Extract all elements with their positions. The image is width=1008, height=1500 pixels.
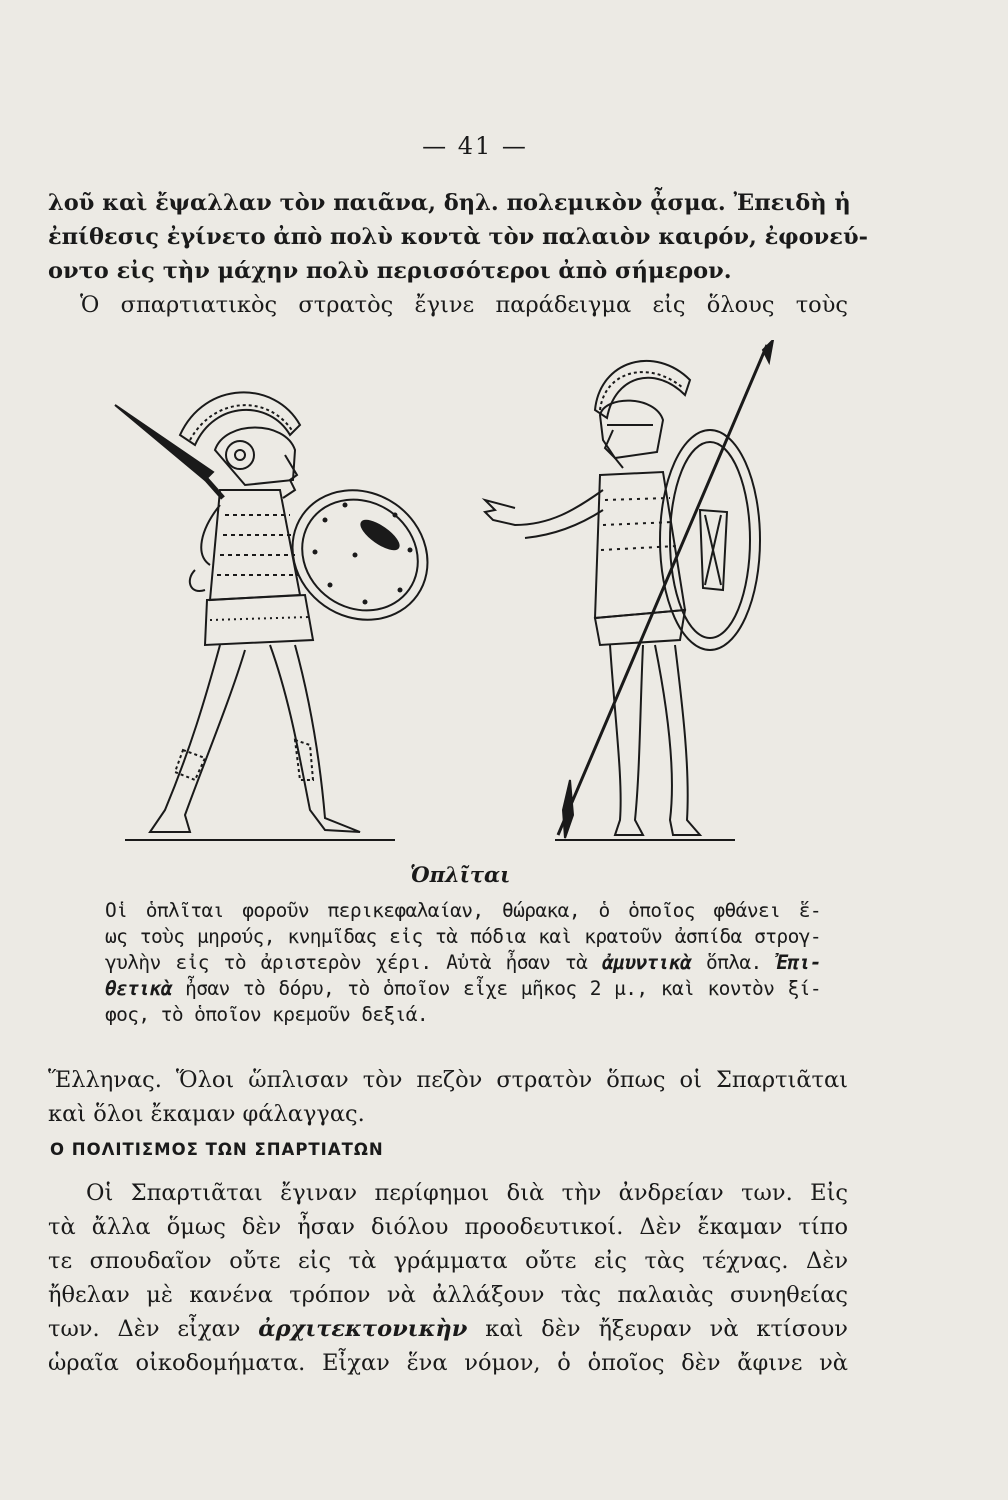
- caption-line-3-a: γυλὴν εἰς τὸ ἀριστερὸν χέρι. Αὐτὰ ἦσαν τὰ: [105, 951, 603, 974]
- caption-line-4-b: ἦσαν τὸ δόρυ, τὸ ὁποῖον εἶχε μῆκος 2 μ., καὶ κοντὸν ξί-: [171, 977, 821, 1000]
- bottom-paragraph: [48, 1176, 848, 1380]
- section-heading: Ο ΠΟΛΙΤΙΣΜΟΣ ΤΩΝ ΣΠΑΡΤΙΑΤΩΝ: [50, 1140, 384, 1159]
- middle-line-2: καὶ ὅλοι ἔκαμαν φάλαγγας.: [48, 1101, 365, 1127]
- caption-line-5: φος, τὸ ὁποῖον κρεμοῦν δεξιά.: [105, 1003, 429, 1026]
- page-number: — 41 —: [422, 132, 528, 160]
- caption-offensive-term-end: θετικὰ: [105, 977, 172, 1000]
- caption-line-2: ως τοὺς μηρούς, κνημῖδας εἰς τὰ πόδια καὶ κρατοῦν ἀσπίδα στρογ-: [105, 925, 821, 948]
- top-line-1: λοῦ καὶ ἔψαλλαν τὸν παιᾶνα, δηλ. πολεμικὸν ᾆσμα. Ἐπειδὴ ἡ: [48, 190, 851, 216]
- caption-defensive-term: ἀμυντικὰ: [602, 951, 692, 974]
- caption-offensive-term-start: Ἐπι-: [776, 951, 821, 974]
- top-line-4: Ὁ σπαρτιατικὸς στρατὸς ἔγινε παράδειγμα εἰς ὅλους τοὺς: [80, 292, 848, 318]
- architecture-term: ἀρχιτεκτονικὴν: [258, 1316, 468, 1342]
- bottom-line-3: τε σπουδαῖον οὔτε εἰς τὰ γράμματα οὔτε εἰς τὰς τέχνας. Δὲν: [48, 1248, 848, 1274]
- bottom-line-6: ὡραῖα οἰκοδομήματα. Εἶχαν ἕνα νόμον, ὁ ὁποῖος δὲν ἄφινε νὰ: [48, 1350, 848, 1376]
- caption-line-4: [105, 976, 821, 1002]
- bottom-line-2: τὰ ἄλλα ὅμως δὲν ἦσαν διόλου προοδευτικοί. Δὲν ἔκαμαν τίπο: [48, 1214, 848, 1240]
- top-paragraph: [48, 186, 868, 322]
- middle-paragraph: [48, 1063, 848, 1131]
- bottom-line-5-b: καὶ δὲν ἤξευραν νὰ κτίσουν: [467, 1316, 848, 1342]
- bottom-line-4: ἤθελαν μὲ κανένα τρόπον νὰ ἀλλάξουν τὰς παλαιὰς συνηθείας: [48, 1282, 848, 1308]
- bottom-line-5: [48, 1312, 848, 1346]
- caption-line-3-b: ὅπλα.: [691, 951, 777, 974]
- bottom-line-1: Οἱ Σπαρτιᾶται ἔγιναν περίφημοι διὰ τὴν ἀνδρείαν των. Εἰς: [86, 1180, 848, 1206]
- top-line-2: ἐπίθεσις ἐγίνετο ἀπὸ πολὺ κοντὰ τὸν παλαιὸν καιρόν, ἐφονεύ-: [48, 224, 868, 250]
- top-line-3: οντο εἰς τὴν μάχην πολὺ περισσότεροι ἀπὸ σήμερον.: [48, 258, 732, 284]
- hoplites-illustration: [95, 340, 875, 860]
- figure-caption: [105, 898, 821, 1028]
- middle-line-1: Ἕλληνας. Ὅλοι ὥπλισαν τὸν πεζὸν στρατὸν ὅπως οἱ Σπαρτιᾶται: [48, 1067, 848, 1093]
- caption-line-3: [105, 950, 821, 976]
- bottom-line-5-a: των. Δὲν εἶχαν: [48, 1316, 259, 1342]
- figure-caption-title: Ὁπλῖται: [410, 862, 511, 887]
- caption-line-1: Οἱ ὁπλῖται φοροῦν περικεφαλαίαν, θώρακα, ὁ ὁποῖος φθάνει ἕ-: [105, 899, 821, 922]
